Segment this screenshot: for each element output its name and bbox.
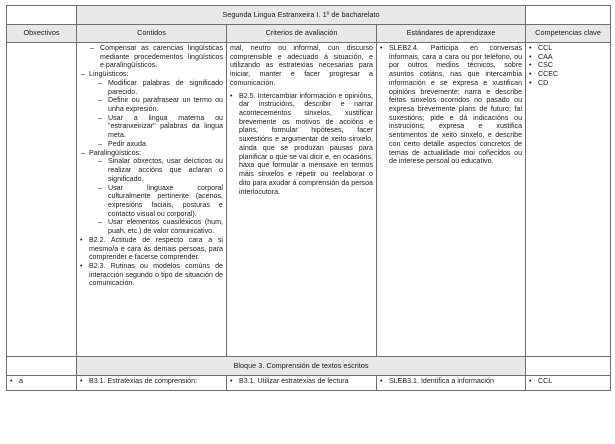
curriculum-table bbox=[6, 5, 611, 391]
block3-content-cell bbox=[77, 376, 227, 391]
block3-competence-cell bbox=[526, 376, 611, 391]
table-title: Segunda Lingua Estranxeira I. 1º de bacharelato bbox=[77, 6, 526, 25]
header-standards: Estándares de aprendizaxe bbox=[377, 25, 526, 43]
list-item: – Lingüísticos: bbox=[80, 70, 223, 79]
competences-list bbox=[529, 44, 607, 88]
table-row bbox=[7, 43, 611, 357]
block3-competence-list bbox=[529, 377, 607, 386]
list-item: • B2.3. Rutinas ou modelos comúns de interacción segundo o tipo de situación de comunicación. bbox=[80, 262, 223, 288]
table-row bbox=[7, 376, 611, 391]
competence-item: • CCL bbox=[529, 377, 607, 386]
block3-title: Bloque 3. Comprensión de textos escritos bbox=[77, 357, 526, 376]
block3-criterion-list bbox=[230, 377, 373, 386]
contents-list bbox=[80, 44, 223, 288]
list-item: • B2.2. Actitude de respecto cara a si mesmo/a e cara ás demais persoas, para comprender e facerse comprender. bbox=[80, 236, 223, 262]
list-item: – Paralingüísticos: bbox=[80, 149, 223, 158]
block3-criterion-cell bbox=[227, 376, 377, 391]
competence-item: • CD bbox=[529, 79, 607, 88]
objectives-cell bbox=[7, 43, 77, 357]
list-item: • SLEB2.4. Participa en conversas informais, cara a cara ou por teléfono, ou por outros medios técnicos, sobre asuntos cotiáns, nas que intercambia información e se expresa e xustifican opinións brevemente; narra e describe feitos sinxelos ocorridos no pasado ou expresa brevemente plans de futuro; fai suxestións; pide e dá indicacións ou instrucións; expresa e xustifica sentimentos de xeito sinxelo, e describe con certo detalle aspectos concretos de temas de actualidade moi coñecidos ou de interese persoal ou educativo. bbox=[380, 44, 522, 166]
list-item: – Usar linguaxe corporal culturalmente pertinente (acenos, expresións faciais, posturas e contacto visual ou corporal). bbox=[80, 184, 223, 219]
list-item: – Pedir axuda. bbox=[80, 140, 223, 149]
criteria-paragraph: mal, neutro ou informal, cun discurso comprensible e adecuado á situación, e utilizando as estratexias necesarias para iniciar, manter e facer progresar a comunicación. bbox=[230, 44, 373, 87]
list-item: • SLEB3.1. Identifica a información bbox=[380, 377, 522, 386]
block3-blank-cell bbox=[7, 357, 77, 376]
header-competences: Competencias clave bbox=[526, 25, 611, 43]
list-item: – Modificar palabras de significado parecido. bbox=[80, 79, 223, 96]
list-item: • B2.5. Intercambiar información e opinións, dar instrucións, describir e narrar acontecementos sinxelos, xustificar brevemente os motivos de accións e plans, formular hipóteses, facer suxestións e argumentar de xeito sinxelo, aínda que se produzan pausas para planificar o que se vai dicir e, en ocasións, haxa que formular a mensaxe en termos máis sinxelos e repetir ou reelaborar o dito para axudar á comprensión da persoa interlocutora. bbox=[230, 92, 373, 197]
block3-standard-cell bbox=[377, 376, 526, 391]
list-item: • B3.1. Estratexias de comprensión: bbox=[80, 377, 223, 386]
list-item: – Compensar as carencias lingüísticas mediante procedementos lingüísticos e paralingüísticos. bbox=[80, 44, 223, 70]
competences-cell bbox=[526, 43, 611, 357]
list-item: – Usar elementos cuasiléxicos (hum, puah, etc.) de valor comunicativo. bbox=[80, 218, 223, 235]
block3-content-list bbox=[80, 377, 223, 386]
competence-item: • CCL bbox=[529, 44, 607, 53]
list-item: • B3.1. Utilizar estratexias de lectura bbox=[230, 377, 373, 386]
criteria-list bbox=[230, 92, 373, 197]
block3-standard-list bbox=[380, 377, 522, 386]
block3-title-row bbox=[7, 357, 611, 376]
header-criteria: Criterios de avaliación bbox=[227, 25, 377, 43]
header-contents: Contidos bbox=[77, 25, 227, 43]
standards-list bbox=[380, 44, 522, 166]
list-item: – Usar a lingua materna ou "estranxeirizar" palabras da lingua meta. bbox=[80, 114, 223, 140]
table-title-row bbox=[7, 6, 611, 25]
contents-cell bbox=[77, 43, 227, 357]
standards-cell bbox=[377, 43, 526, 357]
column-header-row bbox=[7, 25, 611, 43]
list-item: – Definir ou parafrasear un termo ou unha expresión. bbox=[80, 96, 223, 113]
competence-item: • CCEC bbox=[529, 70, 607, 79]
header-objectives: Obxectivos bbox=[7, 25, 77, 43]
list-item: – Sinalar obxectos, usar deícticos ou realizar accións que aclaran o significado. bbox=[80, 157, 223, 183]
competence-item: • CSC bbox=[529, 61, 607, 70]
competence-item: • CAA bbox=[529, 53, 607, 62]
block3-blank-cell-right bbox=[526, 357, 611, 376]
block3-objective-cell bbox=[7, 376, 77, 391]
list-item: • a bbox=[10, 377, 73, 386]
block3-objective-list bbox=[10, 377, 73, 386]
criteria-cell bbox=[227, 43, 377, 357]
curriculum-document bbox=[6, 5, 610, 391]
title-blank-cell-right bbox=[526, 6, 611, 25]
title-blank-cell bbox=[7, 6, 77, 25]
